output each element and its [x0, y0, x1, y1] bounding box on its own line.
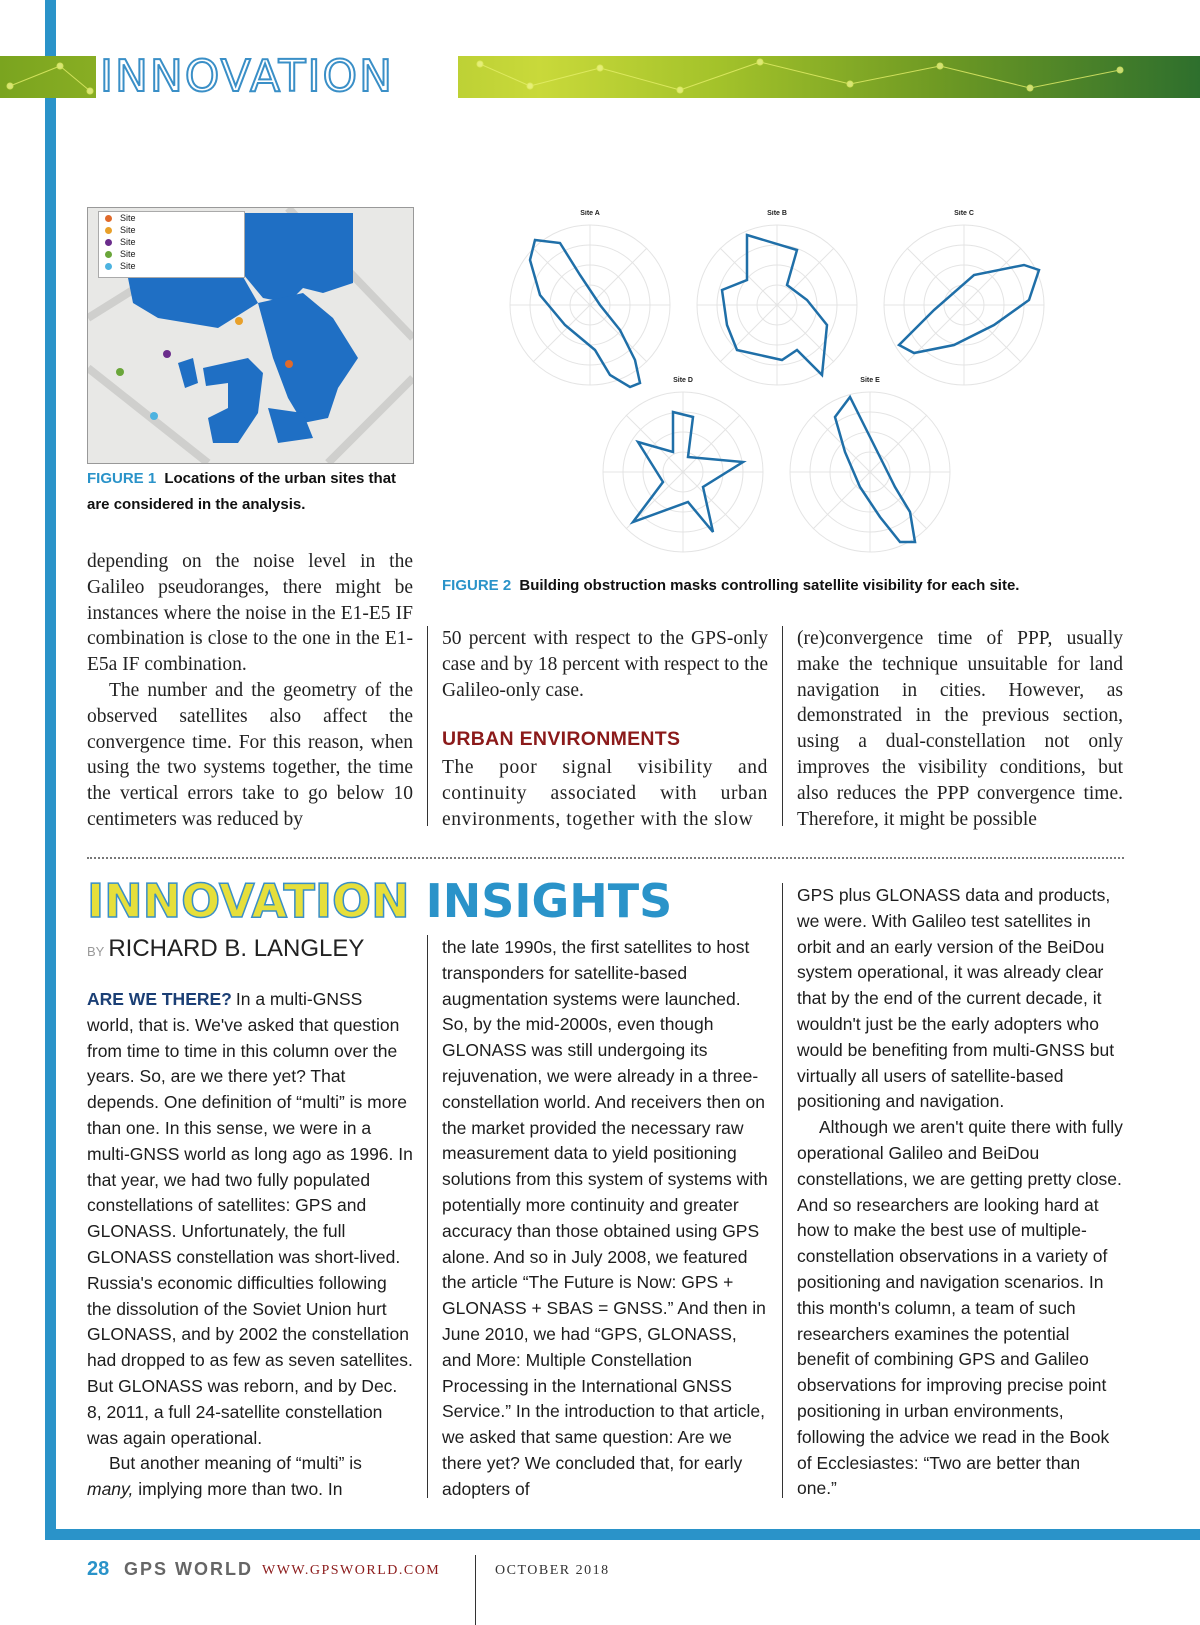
byline-by: BY: [87, 944, 105, 959]
column-divider: [427, 626, 428, 826]
legend-item: [105, 212, 244, 224]
legend-dot-orange: [105, 215, 112, 222]
figure2-polar-plots: [490, 210, 1070, 570]
legend-label: Site: [120, 261, 136, 271]
page-number: 28: [87, 1558, 110, 1580]
site-d-label: Site D: [673, 377, 693, 384]
legend-label: Site: [120, 237, 136, 247]
figure1-legend: [98, 211, 245, 278]
insights-text: implying more than two. In: [138, 1479, 343, 1500]
figure1-map: [87, 207, 414, 464]
insights-paragraph: the late 1990s, the first satellites to host transponders for satellite-based augmentation systems were launched. So, by the mid-2000s, even though GLONASS was still undergoing its rejuvenation, we were already in a three-constellation world. And receivers then on the market provided the necessary raw measurement data to yield positioning solutions from this system of systems with potentially more continuity and greater accuracy than those obtained using GPS alone. And so in July 2008, we featured the article “The Future is Now: GPS + GLONASS + SBAS = GNSS.” And then in June 2010, we had “GPS, GLONASS, and More: Multiple Constellation Processing in the International GNSS Service.” In the introduction to that article, we asked that same question: Are we there yet? We concluded that, for early adopters of: [442, 937, 768, 1499]
figure2-caption: [442, 573, 1142, 599]
legend-dot-green: [105, 251, 112, 258]
footer-divider: [475, 1555, 476, 1625]
legend-dot-cyan: [105, 263, 112, 270]
legend-dot-purple: [105, 239, 112, 246]
section-divider-dotted: [87, 857, 1124, 859]
insights-paragraph: GPS plus GLONASS data and products, we were. With Galileo test satellites in orbit and an early version of the BeiDou system operational, it was already clear that by the end of the current decade, it wouldn't just be the early adopters who would be benefiting from multi-GNSS but virtually all users of satellite-based positioning and navigation.: [797, 885, 1115, 1112]
insights-column-1: [87, 987, 413, 1503]
insights-title-part2: INSIGHTS: [425, 874, 673, 928]
website-url: WWW.GPSWORLD.COM: [262, 1563, 441, 1578]
legend-label: Site: [120, 225, 136, 235]
insights-title: [87, 873, 672, 929]
polar-plot-site-c: [884, 210, 1044, 385]
article-paragraph: The number and the geometry of the observed satellites also affect the convergence time. For this reason, when using the two systems together, the time the vertical errors take to go below 10 centimeters was reduced by: [87, 679, 413, 830]
insights-column-2: [442, 935, 768, 1503]
page-border-bottom: [45, 1529, 1200, 1540]
insights-paragraph: Although we aren't quite there with fully operational Galileo and BeiDou constellations, we are getting pretty close. And so researchers are looking hard at how to make the best use of multiple-constellation observations in a variety of positioning and navigation scenarios. In this month's column, a team of such researchers examines the potential benefit of combining GPS and Galileo observations for improving precise point positioning in urban environments, following the advice we read in the Book of Ecclesiastes: “Two are better than one.”: [797, 1117, 1123, 1499]
article-column-2: [442, 626, 768, 703]
insights-title-part1: INNOVATION: [87, 874, 410, 928]
polar-plot-site-d: [603, 377, 763, 552]
article-paragraph: 50 percent with respect to the GPS-only case and by 18 percent with respect to the Galileo-only case.: [442, 628, 768, 701]
legend-dot-yellow: [105, 227, 112, 234]
figure2-label: FIGURE 2: [442, 577, 512, 594]
column-divider: [782, 883, 783, 1498]
figure2-caption-text: Building obstruction masks controlling satellite visibility for each site.: [519, 577, 1020, 594]
insights-text: In a multi-GNSS world, that is. We've asked that question from time to time in this column over the years. So, are we there yet? That depends. One definition of “multi” is more than one. In this sense, we were in a multi-GNSS world as long ago as 1996. In that year, we had two fully populated constellations of satellites: GPS and GLONASS. Unfortunately, the full GLONASS constellation was short-lived. Russia's economic difficulties following the dissolution of the Soviet Union hurt GLONASS, and by 2002 the constellation had dropped to as few as seven satellites. But GLONASS was reborn, and by Dec. 8, 2011, a full 24-satellite constellation was again operational.: [87, 989, 413, 1448]
figure1-caption: [87, 466, 407, 518]
site-c-label: Site C: [954, 210, 974, 217]
insights-emphasis: many,: [87, 1479, 134, 1500]
section-title: INNOVATION: [100, 51, 395, 102]
magazine-name: GPS WORLD: [124, 1559, 253, 1579]
article-column-2b: [442, 755, 768, 832]
legend-item: [105, 224, 244, 236]
polar-plot-site-a: [510, 210, 670, 387]
issue-date: OCTOBER 2018: [495, 1563, 610, 1578]
legend-label: Site: [120, 213, 136, 223]
figure1-caption-text: Locations of the urban sites that are considered in the analysis.: [87, 470, 397, 513]
section-heading-urban: URBAN ENVIRONMENTS: [442, 728, 681, 750]
site-e-label: Site E: [860, 377, 880, 384]
lead-in: ARE WE THERE?: [87, 989, 232, 1009]
legend-label: Site: [120, 249, 136, 259]
insights-paragraph: [87, 1451, 413, 1503]
site-b-label: Site B: [767, 210, 787, 217]
column-divider: [782, 626, 783, 826]
article-paragraph: (re)convergence time of PPP, usually make the technique unsuitable for land navigation in cities. However, as demonstrated in the previous section, using a dual-constellation not only improves the visibility conditions, but also reduces the PPP convergence time. Therefore, it might be possible: [797, 628, 1123, 830]
column-divider: [427, 935, 428, 1498]
insights-column-3: [797, 883, 1123, 1502]
legend-item: [105, 260, 244, 272]
article-column-1: [87, 549, 413, 833]
author-name: RICHARD B. LANGLEY: [108, 935, 365, 962]
legend-item: [105, 236, 244, 248]
article-paragraph: The poor signal visibility and continuity associated with urban environments, together with the slow: [442, 757, 768, 830]
insights-paragraph: [87, 987, 413, 1451]
article-paragraph: depending on the noise level in the Galileo pseudoranges, there might be instances where the noise in the E1-E5 IF combination is close to the one in the E1-E5a IF combination.: [87, 551, 413, 676]
polar-plot-site-e: [790, 377, 950, 552]
site-a-label: Site A: [580, 210, 600, 217]
polar-plot-site-b: [697, 210, 857, 385]
byline: [87, 935, 364, 963]
insights-text: But another meaning of “multi” is: [109, 1453, 362, 1474]
article-column-3: [797, 626, 1123, 832]
legend-item: [105, 248, 244, 260]
page-border-left: [45, 0, 56, 1540]
figure1-label: FIGURE 1: [87, 470, 157, 487]
